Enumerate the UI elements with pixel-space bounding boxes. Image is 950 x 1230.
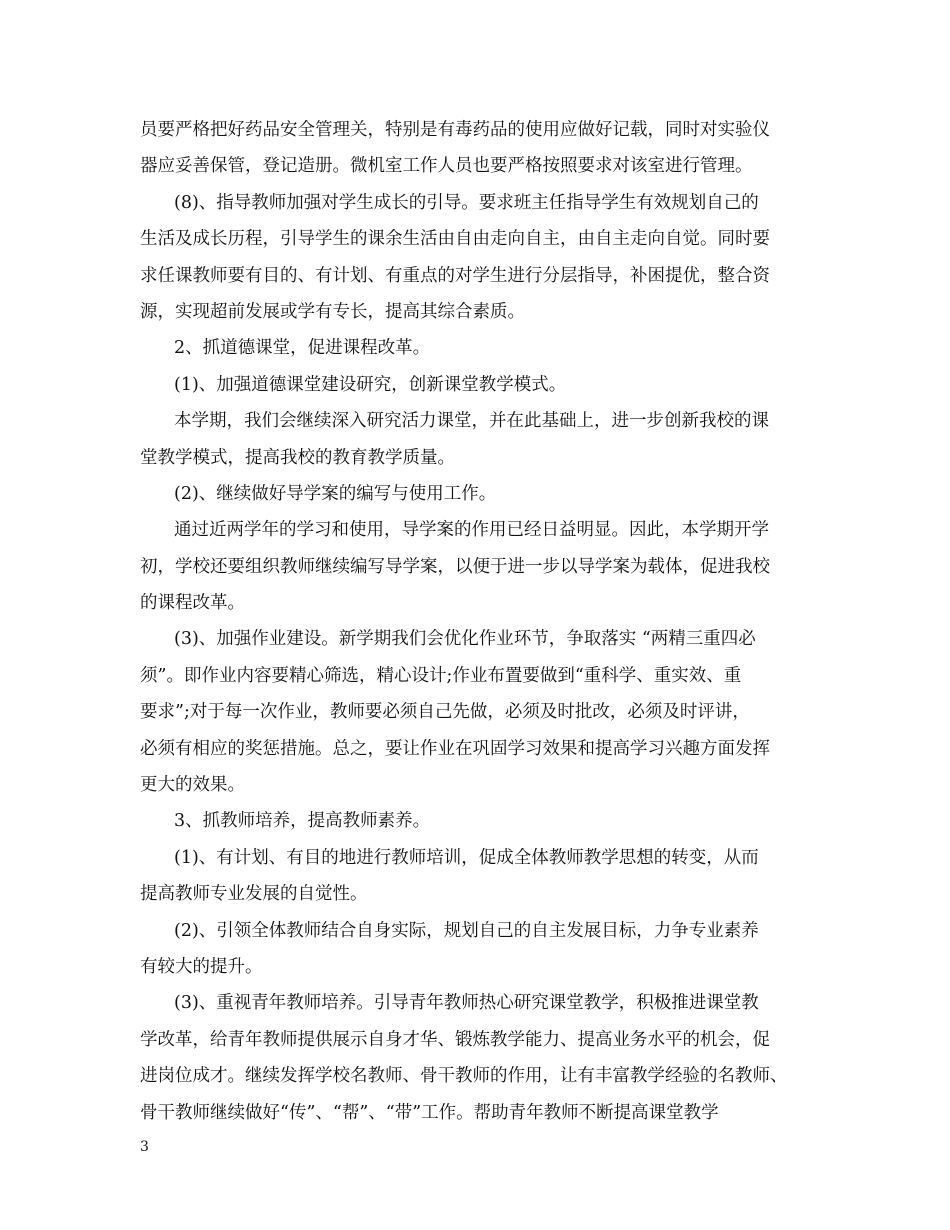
- text-line: 有较大的提升。: [140, 956, 263, 977]
- text-line: 更大的效果。: [140, 775, 245, 796]
- document-body: [140, 112, 812, 1131]
- text-line: 要求”;对于每一次作业，教师要必须自己先做，必须及时批改，必须及时评讲，: [140, 702, 750, 723]
- paragraph-start-line: 本学期，我们会继续深入研究活力课堂，并在此基础上，进一步创新我校的课: [174, 411, 769, 432]
- subheading-line: (2)、继续做好导学案的编写与使用工作。: [174, 483, 497, 504]
- text-line: 员要严格把好药品安全管理关，特别是有毒药品的使用应做好记载，同时对实验仪: [140, 120, 770, 140]
- text-line: 生活及成长历程，引导学生的课余生活由自由走向自主，由自主走向自觉。同时要: [140, 229, 770, 250]
- page-number: 3: [140, 1139, 149, 1155]
- subheading-line: (1)、加强道德课堂建设研究，创新课堂教学模式。: [174, 374, 567, 395]
- paragraph-start-line: 通过近两学年的学习和使用，导学案的作用已经日益明显。因此，本学期开学: [174, 520, 769, 541]
- text-line: 提高教师专业发展的自觉性。: [140, 884, 368, 905]
- paragraph-start-line: (3)、加强作业建设。新学期我们会优化作业环节，争取落实 “两精三重四必: [174, 629, 756, 650]
- text-line: 初，学校还要组织教师继续编写导学案，以便于进一步以导学案为载体，促进我校: [140, 556, 770, 577]
- paragraph-start-line: (1)、有计划、有目的地进行教师培训，促成全体教师教学思想的转变，从而: [174, 847, 759, 868]
- text-line: 学改革，给青年教师提供展示自身才华、锻炼教学能力、提高业务水平的机会，促: [140, 1029, 770, 1050]
- text-line: 器应妥善保管，登记造册。微机室工作人员也要严格按照要求对该室进行管理。: [140, 156, 753, 177]
- text-line: 的课程改革。: [140, 593, 245, 614]
- paragraph-start-line: (8)、指导教师加强对学生成长的引导。要求班主任指导学生有效规划自己的: [174, 192, 759, 213]
- text-line: 堂教学模式，提高我校的教育教学质量。: [140, 447, 455, 468]
- text-line: 骨干教师继续做好“传”、“帮”、“带”工作。帮助青年教师不断提高课堂教学: [140, 1102, 719, 1123]
- text-line: 进岗位成才。继续发挥学校名教师、骨干教师的作用，让有丰富教学经验的名教师、: [140, 1066, 788, 1087]
- text-line: 须”。即作业内容要精心筛选，精心设计;作业布置要做到“重科学、重实效、重: [140, 665, 742, 686]
- text-line: 源，实现超前发展或学有专长，提高其综合素质。: [140, 301, 525, 322]
- text-line: 求任课教师要有目的、有计划、有重点的对学生进行分层指导，补困提优，整合资: [140, 265, 770, 286]
- section-heading-line: 2、抓道德课堂，促进课程改革。: [174, 338, 431, 359]
- section-heading-line: 3、抓教师培养，提高教师素养。: [174, 811, 431, 832]
- paragraph-start-line: (2)、引领全体教师结合自身实际，规划自己的自主发展目标，力争专业素养: [174, 920, 759, 941]
- text-line: 必须有相应的奖惩措施。总之，要让作业在巩固学习效果和提高学习兴趣方面发挥: [140, 738, 770, 759]
- paragraph-start-line: (3)、重视青年教师培养。引导青年教师热心研究课堂教学，积极推进课堂教: [174, 993, 759, 1014]
